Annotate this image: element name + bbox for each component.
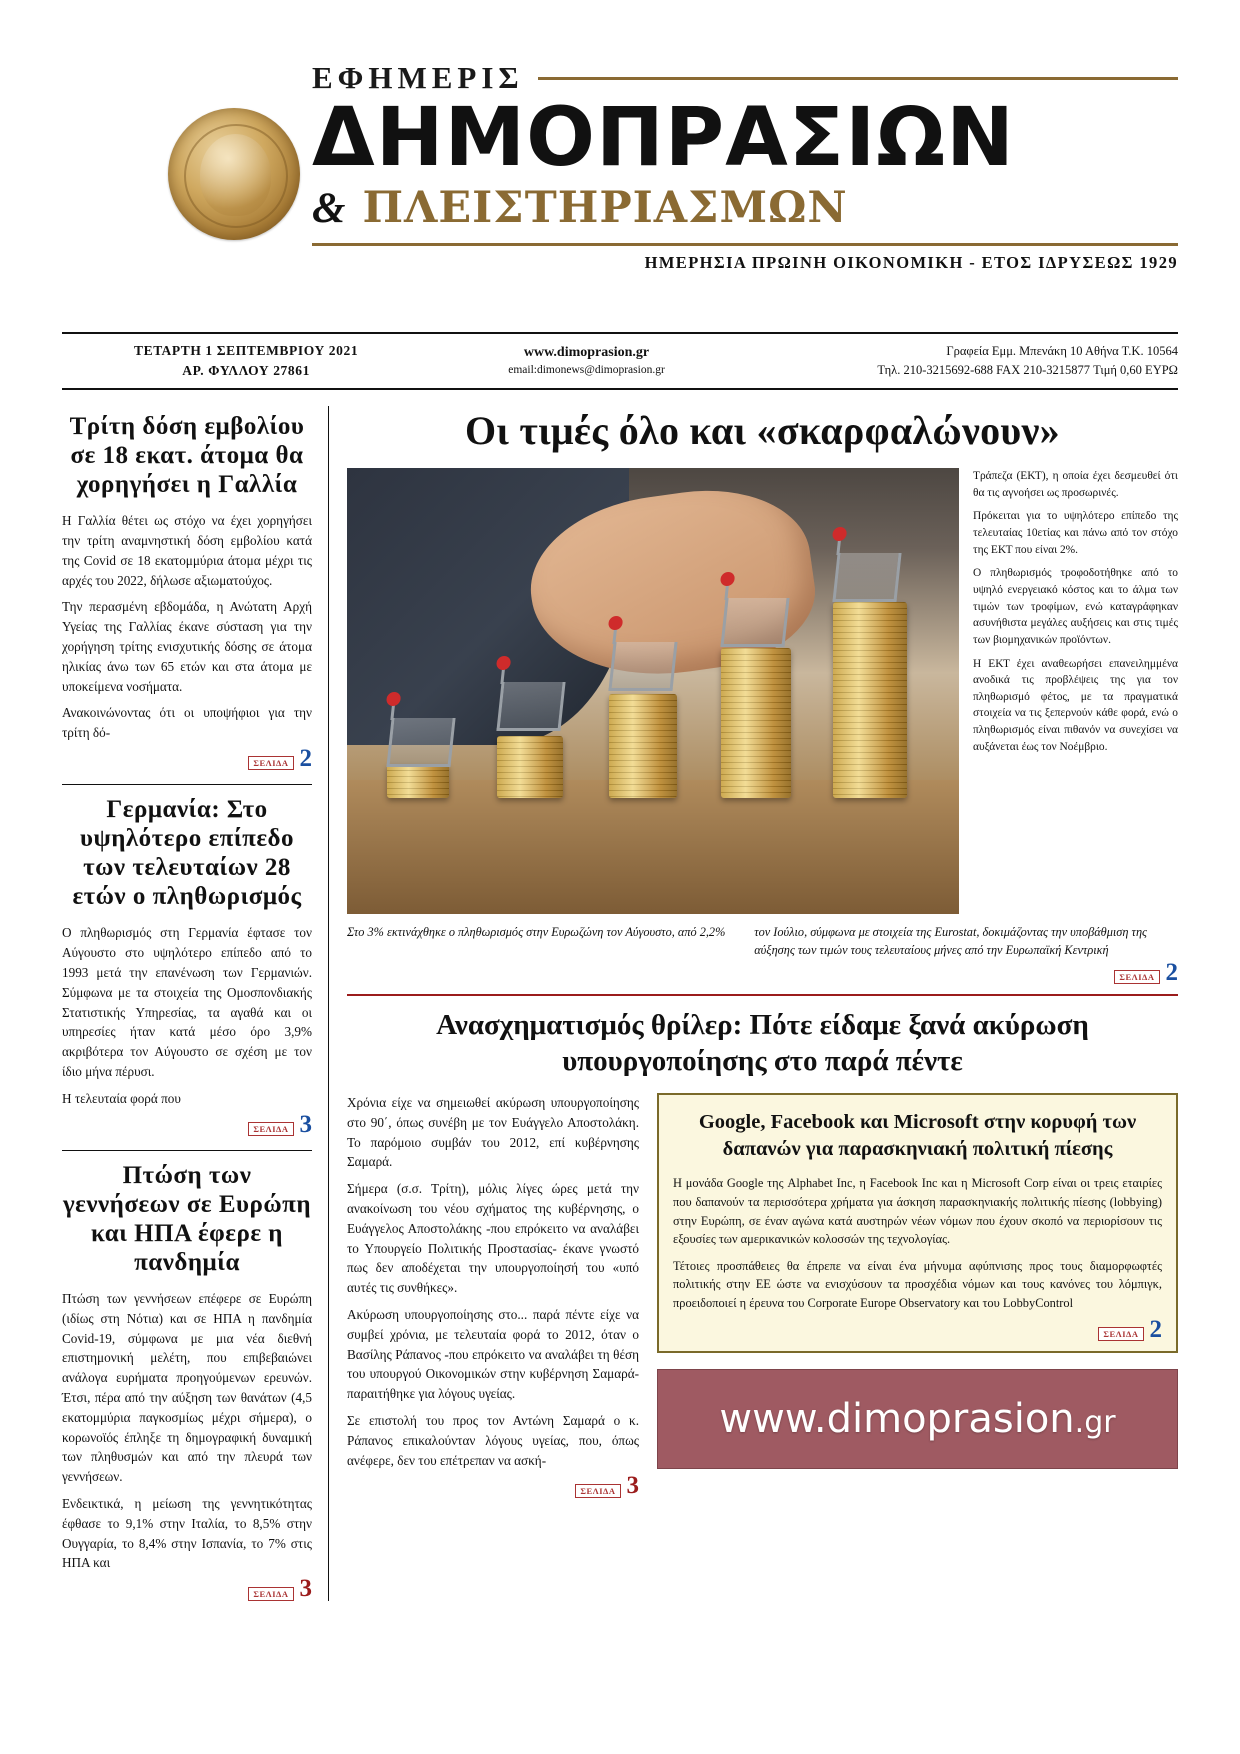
promo-url-tld: .gr (1074, 1405, 1116, 1441)
divider (62, 784, 312, 785)
lead-article (347, 468, 1178, 914)
jump-line[interactable] (62, 744, 312, 772)
page-jump-number: 2 (1165, 958, 1178, 986)
issue-info (62, 341, 430, 380)
paragraph: Η ΕΚΤ έχει αναθεωρήσει επανειλημμένα ανοδικά τις προβλέψεις της για τον πληθωρισμό φέτος, με τα πραγματικά στοιχεία να τις ξεπερνούν κάθε φορά, ενώ ο πληθωρισμός είναι πιθανόν να συνεχίσει να αυξάνεται έως τον Νοέμβριο. (973, 657, 1178, 753)
page-jump-tag: ΣΕΛΙΔΑ (1114, 970, 1159, 984)
paragraph: Ο πληθωρισμός στη Γερμανία έφτασε τον Αύγουστο στο υψηλότερο επίπεδο από το 1993 μετά την επανένωση των Γερμανιών. Σύμφωνα με τα στοιχεία της Ομοσπονδιακής Στατιστικής Υπηρεσίας, τα αγαθά και οι υπηρεσίες ήταν κατά μέσο όρο 3,9% ακριβότερα τον Αύγουστο σε σχέση με τον ίδιο μήνα πέρυσι. (62, 925, 312, 1079)
masthead-eyebrow-text: ΕΦΗΜΕΡΙΣ (312, 60, 524, 95)
jump-line[interactable] (347, 958, 1178, 986)
promo-url-text: www.dimoprasion (719, 1396, 1075, 1443)
secondary-article (347, 1093, 639, 1498)
boxed-article-lobbying (657, 1093, 1178, 1353)
paragraph: Η μονάδα Google της Alphabet Inc, η Facebook Inc και η Microsoft Corp είναι οι τρεις εταιρίες που δαπανούν τα περισσότερα χρήματα για άσκηση παρασκηνιακής πολιτικής πίεσης (lobbying) στην Ευρώπη, σε έναν αγώνα κατά αυστηρών νέων νόμων που έχουν σκοπό να περιορίσουν τις εξουσίες των αμερικανικών κολοσσών της τεχνολογίας. (673, 1176, 1162, 1247)
promo-banner[interactable] (657, 1369, 1178, 1469)
page-jump-number: 3 (626, 1472, 639, 1500)
page-jump-tag: ΣΕΛΙΔΑ (1098, 1327, 1143, 1341)
masthead-ampersand: & (312, 184, 347, 232)
headline: Τρίτη δόση εμβολίου σε 18 εκατ. άτομα θα χορηγήσει η Γαλλία (69, 413, 305, 499)
website-url[interactable]: www.dimoprasion.gr (523, 344, 650, 360)
paragraph: Η Γαλλία θέτει ως στόχο να έχει χορηγήσει την τρίτη αναμνηστική δόση εμβολίου κατά της Covid σε 18 εκατομμύρια άτομα μέχρι τις αρχές του 2022, δήλωσε αξιωματούχος. (62, 513, 312, 588)
bottom-grid (347, 1093, 1178, 1498)
paragraph: Ο πληθωρισμός τροφοδοτήθηκε από το υψηλό ενεργειακό κόστος και το άλμα των τιμών των τροφίμων, ενώ καταγράφηκαν ασυνήθιστα μεγάλες αυξήσεις και στις τιμές των βιομηχανικών προϊόντων. (973, 567, 1178, 646)
page-jump-tag: ΣΕΛΙΔΑ (575, 1484, 620, 1498)
paragraph: Τέτοιες προσπάθειες θα έπρεπε να είναι ένα μήνυμα αφύπνισης προς τους διαμορφωφτές πολιτικής στην ΕΕ ώστε να ενισχύσουν τα προσχέδια νόμων και τους κανόνες του λόμπιγκ, προειδοποιεί η έρευνα του Corporate Europe Observatory και του LobbyControl (673, 1258, 1162, 1310)
left-column (62, 406, 329, 1601)
paragraph: Χρόνια είχε να σημειωθεί ακύρωση υπουργοποίησης στο 90΄, όπως συνέβη με τον Ευάγγελο Αποστολάκη. Το παρόμοιο συμβάν του 2012, επί κυβέρνησης Σαμαρά. (347, 1095, 639, 1170)
masthead (62, 0, 1178, 320)
paragraph: Την περασμένη εβδομάδα, η Ανώτατη Αρχή Υγείας της Γαλλίας έκανε σύσταση για την χορήγηση τρίτης ενισχυτικής δόσης σε άτομα ηλικίας άνω των 65 ετών και στα άτομα με υποκείμενα νοσήματα. (62, 599, 312, 694)
lead-photo (347, 468, 959, 914)
promo-url (719, 1396, 1115, 1442)
issue-date: ΤΕΤΑΡΤΗ 1 ΣΕΠΤΕΜΒΡΙΟΥ 2021 (134, 343, 359, 358)
page-jump-tag: ΣΕΛΙΔΑ (248, 1122, 293, 1136)
box-headline: Google, Facebook και Microsoft στην κορυφή των δαπανών για παρασκηνιακή πολιτική πίεσης (698, 1111, 1137, 1160)
jump-line[interactable] (62, 1110, 312, 1138)
masthead-rule (312, 243, 1178, 246)
paragraph: Πρόκειται για το υψηλότερο επίπεδο της τελευταίας 10ετίας και πάνω από τον στόχο της ΕΚΤ που είναι 2%. (973, 510, 1178, 556)
office-address: Γραφεία Εμμ. Μπενάκη 10 Αθήνα Τ.Κ. 10564 (946, 343, 1178, 358)
paragraph: Ακύρωση υπουργοποίησης στο... παρά πέντε είχε να συμβεί χρόνια, με τελευταία φορά το 2012, όταν ο Βασίλης Ράπανος -που επρόκειτο να αναλάβει τη θέση του υπουργού Οικονομικών στην κυβέρνηση Σαμαρά- παραιτήθηκε για λόγους υγείας. (347, 1307, 639, 1402)
email-address[interactable]: email:dimonews@dimoprasion.gr (508, 364, 665, 377)
paragraph: Ενδεικτικά, η μείωση της γεννητικότητας έφθασε το 9,1% στην Ιταλία, το 8,5% στην Ουγγαρία, το 8,4% στην Ισπανία, το 7% στις ΗΠΑ και (62, 1496, 312, 1571)
masthead-tagline: ΗΜΕΡΗΣΙΑ ΠΡΩΙΝΗ ΟΙΚΟΝΟΜΙΚΗ - ΕΤΟΣ ΙΔΡΥΣΕΩΣ 1929 (644, 252, 1178, 272)
page-jump-number: 3 (299, 1575, 312, 1603)
paragraph: Τράπεζα (ΕΚΤ), η οποία έχει δεσμευθεί ότι θα τις αγνοήσει ως προσωρινές. (973, 470, 1178, 499)
masthead-subtitle (312, 183, 1178, 233)
boxed-article-and-promo (657, 1093, 1178, 1498)
main-column (329, 406, 1178, 1601)
divider-red (347, 994, 1178, 996)
article-births-decline (62, 1161, 312, 1601)
info-bar (62, 332, 1178, 390)
caption-right-text: τον Ιούλιο, σύμφωνα με στοιχεία της Eurostat, δοκιμάζοντας την υποβάθμιση της αύξησης των τιμών τους τελευταίους μήνες από την Ευρωπαϊκή Κεντρική (754, 925, 1148, 957)
masthead-subtitle-text: ΠΛΕΙΣΤΗΡΙΑΣΜΩΝ (362, 182, 848, 233)
lead-headline: Οι τιμές όλο και «σκαρφαλώνουν» (465, 408, 1060, 454)
secondary-headline: Ανασχηματισμός θρίλερ: Πότε είδαμε ξανά ακύρωση υπουργοποίησης στο παρά πέντε (436, 1009, 1089, 1077)
masthead-title: ΔΗΜΟΠΡΑΣΙΩΝ (312, 91, 1015, 185)
caption-right (754, 924, 1178, 960)
masthead-eyebrow-rule (538, 77, 1178, 80)
contact-info (743, 342, 1178, 380)
caption-left: Στο 3% εκτινάχθηκε ο πληθωρισμός στην Ευρωζώνη τον Αύγουστο, από 2,2% (347, 925, 726, 940)
website-info (430, 343, 742, 379)
paragraph: Ανακοινώνοντας ότι οι υποψήφιοι για την τρίτη δό- (62, 705, 312, 741)
page-jump-number: 3 (299, 1110, 312, 1138)
paragraph: Η τελευταία φορά που (62, 1090, 181, 1106)
divider (62, 1150, 312, 1151)
jump-line[interactable] (673, 1315, 1162, 1343)
lead-sidebar-text (973, 468, 1178, 914)
issue-number: ΑΡ. ΦΥΛΛΟΥ 27861 (182, 362, 310, 378)
article-germany-inflation (62, 795, 312, 1136)
jump-line[interactable] (347, 1472, 639, 1500)
coin-logo-icon (168, 108, 300, 240)
paragraph: Πτώση των γεννήσεων επέφερε σε Ευρώπη (ιδίως στη Νότια) και σε ΗΠΑ η πανδημία Covid-19, σύμφωνα με μια νέα διεθνή επιστημονική μελέτη, που επιβεβαιώνει ανάλογα ευρήματα προηγούμενων ερευνών. Έτσι, πέρα από την αύξηση των θανάτων (4,5 εκατομμύρια παγκοσμίως μέχρι σήμερα), ο κορωνοϊός έπληξε τη δημογραφική δυναμική των πληθυσμών και από την πλευρά των γεννήσεων. (62, 1291, 312, 1485)
paragraph: Σήμερα (σ.σ. Τρίτη), μόλις λίγες ώρες μετά την ανακοίνωση του νέου σχήματος της κυβέρνησης, ο Ευάγγελος Αποστολάκης -που επρόκειτο να αναλάβει το Υπουργείο Πολιτικής Προστασίας- έκανε γνωστό πως δεν αποδέχεται την υπουργοποίησή του «υπό αυτές τις συνθήκες». (347, 1181, 639, 1296)
page-jump-tag: ΣΕΛΙΔΑ (248, 1587, 293, 1601)
article-vaccine-france (62, 412, 312, 770)
jump-line[interactable] (62, 1575, 312, 1603)
paragraph: Σε επιστολή του προς τον Αντώνη Σαμαρά ο κ. Ράπανος επικαλούνταν λόγους υγείας, που, όπως ανέφερε, δεν του επέτρεπαν να ασκή- (347, 1412, 639, 1468)
content-grid (62, 406, 1178, 1601)
photo-caption (347, 924, 1178, 960)
phone-fax-price: Τηλ. 210-3215692-688 FAX 210-3215877 Τιμή 0,60 ΕΥΡΩ (877, 362, 1178, 377)
page-jump-number: 2 (299, 744, 312, 772)
headline: Πτώση των γεννήσεων σε Ευρώπη και ΗΠΑ έφερε η πανδημία (62, 1162, 312, 1277)
page-jump-number: 2 (1149, 1315, 1162, 1343)
headline: Γερμανία: Στο υψηλότερο επίπεδο των τελευταίων 28 ετών ο πληθωρισμός (72, 796, 302, 911)
page-jump-tag: ΣΕΛΙΔΑ (248, 756, 293, 770)
